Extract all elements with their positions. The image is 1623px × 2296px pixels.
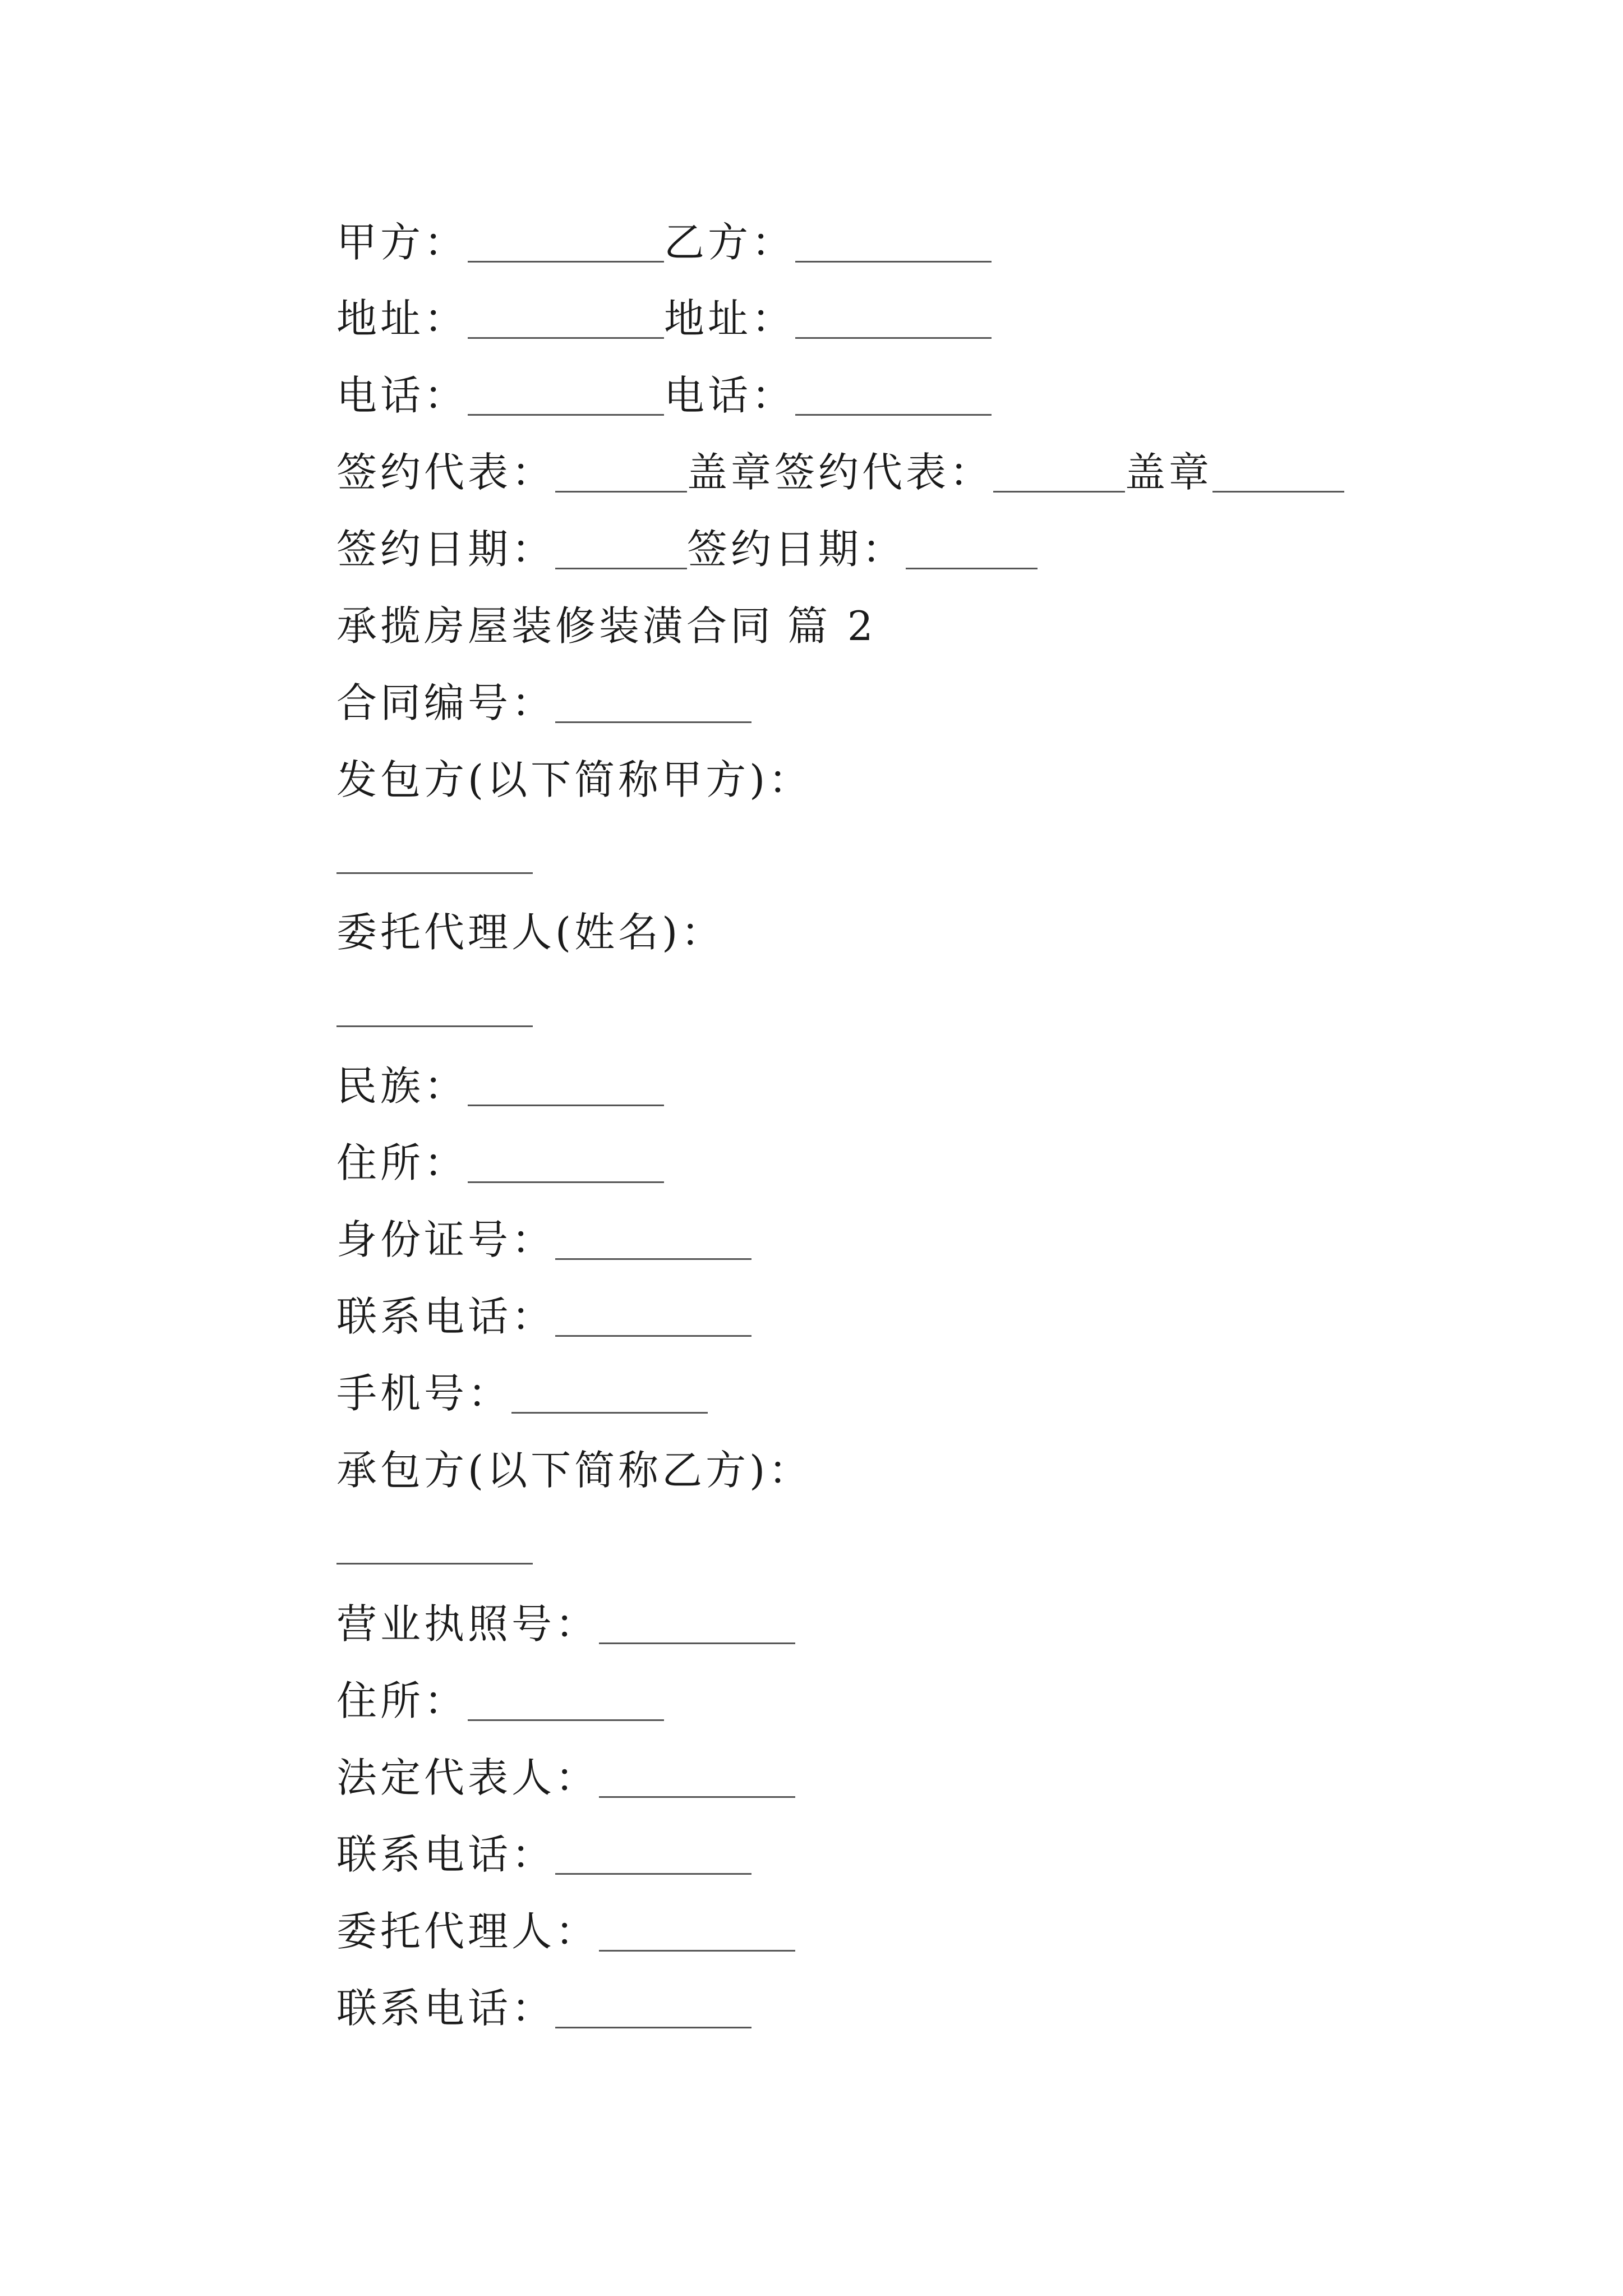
sign-date-b-blank[interactable] bbox=[906, 513, 1038, 569]
contact-phone-a-label: 联系电话： bbox=[336, 1293, 556, 1340]
address-line bbox=[336, 291, 992, 347]
residence-b-blank[interactable] bbox=[468, 1665, 664, 1721]
employer-blank[interactable] bbox=[336, 872, 533, 874]
contractor-blank[interactable] bbox=[336, 1563, 533, 1565]
contact-phone-b-line bbox=[336, 1826, 751, 1883]
signatory-a-blank[interactable] bbox=[555, 436, 687, 493]
agent-name-blank[interactable] bbox=[336, 1025, 533, 1027]
contact-phone-a-blank[interactable] bbox=[555, 1281, 751, 1337]
mobile-blank[interactable] bbox=[511, 1358, 708, 1414]
license-line bbox=[336, 1596, 795, 1652]
residence-a-label: 住所： bbox=[336, 1139, 468, 1186]
sign-date-b-label: 签约日期： bbox=[687, 526, 906, 573]
party-b-blank[interactable] bbox=[795, 206, 992, 263]
phone-line bbox=[336, 367, 992, 424]
id-number-line bbox=[336, 1212, 751, 1268]
phone-a-label: 电话： bbox=[336, 372, 468, 419]
legal-rep-label: 法定代表人： bbox=[336, 1754, 600, 1801]
signatory-b-blank[interactable] bbox=[993, 436, 1125, 493]
contact-phone-b-blank[interactable] bbox=[555, 1819, 751, 1875]
sign-date-line bbox=[336, 521, 1038, 577]
id-number-label: 身份证号： bbox=[336, 1216, 556, 1263]
residence-b-label: 住所： bbox=[336, 1677, 468, 1724]
signatory-a-label: 签约代表： bbox=[336, 449, 556, 496]
mobile-label: 手机号： bbox=[336, 1370, 512, 1417]
sign-date-a-label: 签约日期： bbox=[336, 526, 556, 573]
address-a-blank[interactable] bbox=[468, 283, 664, 339]
party-b-label: 乙方： bbox=[664, 219, 796, 266]
legal-rep-blank[interactable] bbox=[599, 1742, 795, 1798]
signatory-line bbox=[336, 444, 1344, 500]
agent-line bbox=[336, 1903, 795, 1959]
contract-part: 篇 2 bbox=[787, 602, 877, 650]
employer-label: 发包方(以下简称甲方)： bbox=[336, 756, 813, 803]
residence-a-line bbox=[336, 1135, 664, 1191]
contract-number-label: 合同编号： bbox=[336, 679, 556, 726]
agent-name-label: 委托代理人(姓名)： bbox=[336, 909, 725, 956]
contract-title-line bbox=[336, 598, 877, 654]
employer-line bbox=[336, 752, 812, 808]
address-b-label: 地址： bbox=[664, 295, 796, 342]
mobile-line bbox=[336, 1365, 708, 1421]
address-b-blank[interactable] bbox=[795, 283, 992, 339]
contact-phone-b-label: 联系电话： bbox=[336, 1831, 556, 1878]
contact-phone-c-blank[interactable] bbox=[555, 1972, 751, 2028]
license-label: 营业执照号： bbox=[336, 1600, 600, 1648]
contractor-line bbox=[336, 1442, 812, 1498]
license-blank[interactable] bbox=[599, 1588, 795, 1644]
id-number-blank[interactable] bbox=[555, 1204, 751, 1260]
residence-a-blank[interactable] bbox=[468, 1127, 664, 1183]
residence-b-line bbox=[336, 1673, 664, 1729]
agent-name-line bbox=[336, 904, 725, 960]
seal-label: 盖章 bbox=[1125, 449, 1213, 496]
signatory-b-label: 盖章签约代表： bbox=[687, 449, 994, 496]
contact-phone-a-line bbox=[336, 1289, 751, 1345]
contract-number-blank[interactable] bbox=[555, 667, 751, 723]
agent-blank[interactable] bbox=[599, 1895, 795, 1952]
party-a-label: 甲方： bbox=[336, 219, 468, 266]
address-a-label: 地址： bbox=[336, 295, 468, 342]
seal-blank[interactable] bbox=[1212, 436, 1344, 493]
phone-b-label: 电话： bbox=[664, 372, 796, 419]
phone-b-blank[interactable] bbox=[795, 360, 992, 416]
party-a-blank[interactable] bbox=[468, 206, 664, 263]
contract-number-line bbox=[336, 675, 751, 731]
contact-phone-c-label: 联系电话： bbox=[336, 1985, 556, 2032]
agent-label: 委托代理人： bbox=[336, 1908, 600, 1955]
ethnicity-blank[interactable] bbox=[468, 1050, 664, 1106]
contact-phone-c-line bbox=[336, 1980, 751, 2036]
ethnicity-label: 民族： bbox=[336, 1062, 468, 1110]
ethnicity-line bbox=[336, 1058, 664, 1114]
sign-date-a-blank[interactable] bbox=[555, 513, 687, 569]
contractor-label: 承包方(以下简称乙方)： bbox=[336, 1447, 813, 1494]
party-a-b-line bbox=[336, 214, 992, 270]
contract-title: 承揽房屋装修装潢合同 bbox=[336, 602, 774, 650]
legal-rep-line bbox=[336, 1750, 795, 1806]
phone-a-blank[interactable] bbox=[468, 360, 664, 416]
